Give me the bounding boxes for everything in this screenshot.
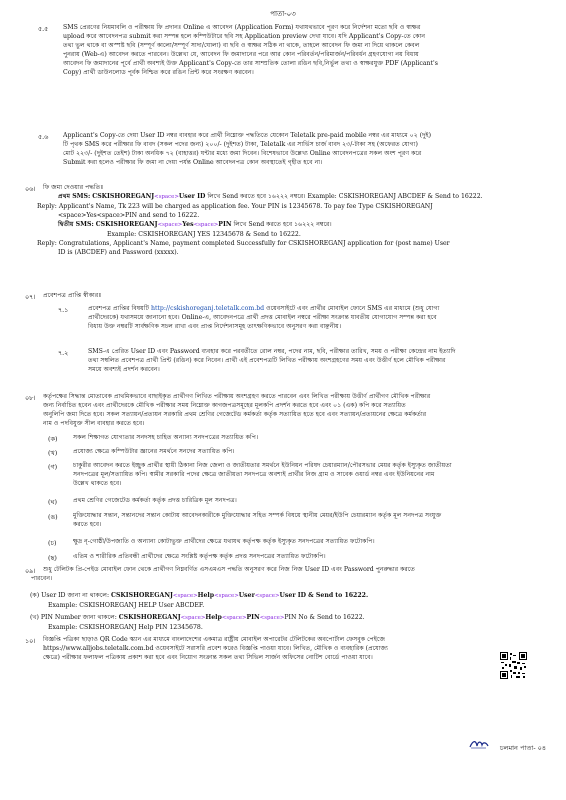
sms-code: CSKISHOREGANJ	[118, 614, 181, 621]
continued-page-label: চলমান পাতা- ০৪	[500, 744, 547, 752]
sms-code: CSKISHOREGANJ	[92, 193, 155, 200]
text-span: ওয়েবসাইটে এবং প্রার্থীর মোবাইল ফোনে SMS এর মাধ্যমে (শুধু যোগ্য	[264, 305, 440, 312]
text-line: বিধায় উক্ত নম্বরটি সার্বক্ষণিক সচল রাখা এবং প্রাপ্ত নির্দেশনাসমূহ তাৎক্ষণিকভাবে অনুসরণ করা বাঞ্ছনীয়।	[88, 323, 342, 330]
item-7-1-number: ৭.১	[58, 306, 69, 314]
text-line: পুনরায় (Web-এ) আবেদন করতে পারবেন। উল্লেখ্য যে, আবেদন ফি জমাদানের পরে আর কোন পরিবর্তন/পরিমার্জন/পরিবর্ধন গ্রহণযোগ্য নয় বিধায়	[63, 51, 419, 58]
space-tag: <space>	[259, 615, 285, 621]
item-mark: (ক)	[30, 592, 40, 599]
text-line: সময়ে অবশ্যই প্রদর্শন করবেন।	[88, 366, 160, 373]
recovery-user-id	[30, 591, 530, 610]
text-line: প্রযোজ্য ক্ষেত্রে কম্পিউটার জ্ঞানের সমর্থনে সনদের সত্যায়িত কপি।	[73, 448, 235, 455]
space-tag: <space>	[221, 615, 247, 621]
yes-token: Yes	[182, 221, 194, 228]
text-line: ক্ষেত্রে) পরীক্ষার ফলাফল পত্রিকায় প্রকাশ করা হবে এবং নিয়োগ সংক্রান্ত সকল তথ্য সিভিল সার্জন অফিসের নোটিশ বোর্ডে পাওয়া যাবে।	[43, 654, 373, 661]
text-line: জন্য নির্বাচিত হবেন এবং প্রার্থীদেরকে মৌখিক পরীক্ষার সময় নিম্নোক্ত কাগজপত্রসমূহের মূলকপি প্রদর্শন করতে হবে এবং ০১ (এক) কপি করে সত্যায়িত	[43, 402, 406, 409]
text-line: আবেদন ফি জমাদানের পূর্বে প্রার্থী অবশ্যই উক্ত Applicant's Copy-তে তার সাম্প্রতিক তোলা রঙিন ছবি,নির্ভুল তথ্য ও স্বাক্ষরযুক্ত PDF (Applicant's	[63, 60, 438, 67]
space-tag: <space>	[154, 194, 179, 200]
qr-code-icon	[500, 652, 527, 679]
section-10-number: ১০।	[25, 637, 36, 645]
space-tag: <space>	[172, 593, 198, 599]
item-kha-text	[73, 447, 528, 456]
sms-code: CSKISHOREGANJ	[111, 592, 173, 599]
text-line: প্রথম শ্রেণির গেজেটেড কর্মকর্তা কর্তৃক প্রদত্ত চারিত্রিক মূল সনদপত্র।	[73, 497, 237, 504]
text-line: চাকুরীর আবেদন করতে ইচ্ছুক প্রার্থীর স্থায়ী ঠিকানা নিজ জেলা ও জাতীয়তার সমর্থনে ইউনিয়ন পরিষদ চেয়ারম্যান/পৌরসভার মেয়র কর্তৃক ইস্যুকৃত জাতীয়তা	[73, 462, 452, 469]
item-7-1-text	[88, 304, 528, 331]
section-10-text	[43, 635, 495, 662]
space-tag: <space>	[180, 615, 206, 621]
text-line: টি পৃথক SMS করে পরীক্ষার ফি বাবদ (সকল পদের জন্য) ২০০/- (দুইশত) টাকা, Teletalk এর সার্ভিস চার্জ বাবদ ২৩/-টাকা সহ (অফেরত যোগ্য)	[63, 141, 418, 148]
text-span: PIN No & Send to 16222.	[284, 614, 365, 621]
text-line: করতে হবে।	[73, 521, 102, 528]
section-5-5-number: ৫.৫	[38, 25, 49, 33]
text-line: অনুলিপি জমা দিতে হবে। সকল সত্যায়ন/প্রত্যয়ন সরকারি প্রথম শ্রেণির গেজেটেড কর্মকর্তা কর্তৃক সত্যায়িত হতে হবে এবং সত্যায়ন/প্রত্যয়নের ক্ষেত্রে কর্মকর্তার	[43, 411, 427, 418]
section-5-6-text	[63, 131, 528, 167]
text-line: upload করে আবেদনপত্র submit করা সম্পন্ন হলে কম্পিউটারে ছবি সহ Application preview দেখা যাবে। যদি Applicant's Copy-তে কোন	[63, 33, 426, 40]
section-07-heading: প্রবেশপত্র প্রাপ্তি স্বীকারঃ	[43, 292, 102, 299]
help-token: Help	[205, 614, 222, 621]
text-line: সনদপত্রের মূল/সত্যায়িত কপি। স্বামীর সরকারি পদের ক্ষেত্রে জাতীয়তা সনদপত্রে অবশ্যই প্রার্থীর নিজ গ্রাম ও সাবেক ওয়ার্ড নম্বর এবং ইউনিয়নের নাম	[73, 471, 435, 478]
section-08-intro	[43, 392, 528, 428]
space-tag: <space>	[254, 593, 280, 599]
second-sms-example: Example: CSKISHOREGANJ YES 12345678 & Send to 16222.	[107, 231, 301, 238]
text-line: পারবেন।	[31, 575, 53, 582]
recovery-user-id-example: Example: CSKISHOREGANJ HELP User ABCDEF.	[48, 602, 205, 609]
reply-text: Applicant's Name, Tk 223 will be charged as application fee. Your PIN is 12345678. To pay fee Type CSKISHOREGANJ	[58, 203, 433, 210]
pin-token: PIN	[246, 614, 260, 621]
item-kha-mark: (খ)	[48, 449, 58, 457]
item-gha-mark: (ঘ)	[48, 498, 57, 506]
sms-code: CSKISHOREGANJ	[95, 221, 158, 228]
item-7-2-text	[88, 347, 528, 374]
text-line: Copy) প্রার্থী ডাউনলোড পূর্বক নিশ্চিত করে রঙিন প্রিন্ট করে সংরক্ষণ করবেন।	[63, 69, 254, 76]
page-number: পাতা-০৩	[270, 10, 296, 18]
text-line: Submit করা হলেও পরীক্ষার ফি জমা না দেয়া পর্যন্ত Online আবেদনপত্র কোন অবস্থাতেই গৃহীত হবে না।	[63, 159, 323, 166]
section-5-5-text	[63, 23, 528, 77]
section-09-intro	[31, 565, 528, 583]
recovery-pin	[30, 613, 530, 632]
section-06-heading: ফি জমা দেওয়ার পদ্ধতিঃ	[43, 184, 104, 191]
space-tag: <space>	[157, 222, 183, 228]
reply-text: Congratulations, Applicant's Name, payment completed Successfully for CSKISHOREGANJ application for (post name) User	[58, 240, 450, 247]
section-5-6-number: ৫.৬	[38, 133, 49, 141]
item-7-2-number: ৭.২	[58, 349, 69, 357]
text-line: শুধু টেলিটক প্রি-পেইড মোবাইল ফোন থেকে প্রার্থীগণ নিম্নবর্ণিত এসএমএস পদ্ধতি অনুসরণ করে নিজ নিজ User ID এবং Password পুনরুদ্ধার করতে	[43, 566, 415, 573]
pin-token: PIN	[218, 221, 232, 228]
item-gha-text	[73, 496, 528, 505]
item-ga-text	[73, 461, 528, 488]
reply-label: Reply:	[37, 240, 57, 247]
text-line: বিজ্ঞপ্তি পত্রিকা ছাড়াও QR Code স্ক্যান এর মাধ্যমে বাংলাদেশের একমাত্র রাষ্ট্রীয় মোবাইল অপারেটর টেলিটকের অবপোর্টাল ফেসবুক পেইজে	[43, 636, 386, 643]
item-ga-mark: (গ)	[48, 463, 58, 471]
text-line: কর্তৃপক্ষের সিদ্ধান্ত মোতাবেক প্রাথমিকভাবে বাছাইকৃত প্রার্থীগণ লিখিত পরীক্ষায় অংশগ্রহণ করতে পারবেন এবং লিখিত পরীক্ষায় উত্তীর্ণ প্রার্থীগণ মৌখিক পরীক্ষার	[43, 393, 431, 400]
first-sms-label: প্রথম SMS:	[58, 193, 91, 200]
item-cha-text	[73, 537, 528, 546]
item-chha-mark: (ছ)	[48, 554, 57, 562]
text-span: PIN Number জানা থাকলে:	[40, 614, 119, 621]
text-span: User ID জানা না থাকলে:	[41, 592, 112, 599]
first-sms-tail: লিখে Send করতে হবে ১৬২২২ নম্বরে। Example: CSKISHOREGANJ ABCDEF & Send to 16222.	[205, 193, 483, 200]
item-ka-text	[73, 433, 528, 442]
item-chha-text	[73, 552, 528, 561]
section-09-number: ০৯।	[25, 567, 36, 575]
section-07-number: ০৭।	[25, 293, 36, 301]
item-ka-mark: (ক)	[48, 435, 58, 443]
reply-label: Reply:	[37, 203, 57, 210]
section-06-text	[37, 183, 527, 257]
reply-1-line-2: <space>Yes<space>PIN and send to 16222.	[58, 212, 200, 219]
help-token: Help	[197, 592, 215, 599]
text-line: মুক্তিযোদ্ধার সন্তান, সন্তানদের সন্তান কোটায় আবেদনকারীকে মুক্তিযোদ্ধার সহিত সম্পর্ক বিষয়ে স্থানীয় মেয়র/ইউপি চেয়ারম্যান কর্তৃক মূল সনদপত্র সংযুক্ত	[73, 512, 442, 519]
item-uma-mark: (ঙ)	[48, 513, 58, 521]
text-line	[88, 304, 528, 313]
text-line: প্রার্থীদেরকে) যথাসময়ে জানানো হবে। Online-এ, আবেদনপত্রে প্রার্থী প্রদত্ত মোবাইল নম্বরে পরীক্ষা সংক্রান্ত যাবতীয় যোগাযোগ সম্পন্ন করা হবে	[88, 314, 437, 321]
text-line: https://www.alljobs.teletalk.com.bd ওয়েবসাইটে সরাসরি প্রবেশ করেও বিজ্ঞপ্তি পাওয়া যাবে। লিখিত, মৌখিক ও ব্যবহারিক (প্রযোজ্য	[43, 645, 388, 652]
first-sms-line	[37, 192, 527, 202]
item-mark: (খ)	[30, 614, 39, 621]
text-line: মোট ২২৩/- (দুইশত তেইশ) টাকা অনধিক ৭২ (বাহাত্তর) ঘন্টার মধ্যে জমা দিবেন। বিশেষভাবে উল্লেখ্য Online আবেদনপত্রের সকল অংশ পূরণ করে	[63, 150, 422, 157]
cskishoreganj-link[interactable]: http://cskishoreganj.teletalk.com.bd	[150, 305, 265, 312]
text-line: SMS প্রেরণের নিয়মাবলি ও পরীক্ষায় ফি প্রদানঃ Online এ আবেদন (Application Form) যথাযথভাবে পূরণ করে নির্দেশনা মতো ছবি ও স্বাক্ষর	[63, 24, 421, 31]
signature-icon	[468, 738, 490, 750]
reply-2-line-2: ID is (ABCDEF) and Password (xxxxx).	[58, 249, 179, 256]
text-line: SMS-এ প্রেরিত User ID এবং Password ব্যবহার করে পরবর্তীতে রোল নম্বর, পদের নাম, ছবি, পরীক্ষার তারিখ, সময় ও পরীক্ষা কেন্দ্রের নাম ইত্যাদি	[88, 348, 456, 355]
item-cha-mark: (চ)	[48, 539, 57, 547]
recovery-pin-line	[30, 613, 530, 623]
text-span: User ID & Send to 16222.	[279, 592, 369, 599]
second-sms-tail: লিখে Send করতে হবে ১৬২২২ নম্বরে।	[231, 221, 332, 228]
user-id-token: User ID	[178, 193, 206, 200]
text-line: এতিম ও শারীরিক প্রতিবন্ধী প্রার্থীদের ক্ষেত্রে সংশ্লিষ্ট কর্তৃপক্ষ কর্তৃক প্রদত্ত সনদপত্রের সত্যায়িত ফটোকপি।	[73, 553, 326, 560]
space-tag: <space>	[193, 222, 219, 228]
text-line: উল্লেখ থাকতে হবে।	[73, 480, 122, 487]
section-06-number: ০৬।	[25, 185, 36, 193]
text-line: সকল শিক্ষাগত যোগ্যতার সনদসহ চাহিত অন্যান্য সনদপত্রের সত্যায়িত কপি।	[73, 434, 259, 441]
text-line: ক্ষুদ্র নৃ-গোষ্ঠী/উপজাতি ও অন্যান্য কোটাভুক্ত প্রার্থীদের ক্ষেত্রে যথাযথ কর্তৃপক্ষ কর্তৃক ইস্যুকৃত সনদপত্রের সত্যায়িত ফটোকপি।	[73, 538, 375, 545]
user-token: User	[238, 592, 255, 599]
text-span: প্রবেশপত্র প্রাপ্তির বিষয়টি	[88, 305, 151, 312]
text-line: নাম ও পদবিযুক্ত সীল ব্যবহার করতে হবে।	[43, 420, 145, 427]
second-sms-label: দ্বিতীয় SMS:	[58, 221, 94, 228]
space-tag: <space>	[214, 593, 239, 599]
section-08-number: ০৮।	[25, 394, 36, 402]
reply-1-line-1	[37, 202, 527, 211]
recovery-pin-example: Example: CSKISHOREGANJ Help PIN 12345678.	[48, 624, 203, 631]
second-sms-line	[37, 220, 527, 230]
item-uma-text	[73, 511, 528, 529]
text-line: তথ্য সম্বলিত প্রবেশপত্র প্রার্থী প্রিন্ট (রঙিন) করে নিবেন। প্রার্থী এই প্রবেশপত্রটি লিখিত পরীক্ষায় অংশগ্রহণের সময় এবং উত্তীর্ণ হলে মৌখিক পরীক্ষার	[88, 357, 446, 364]
reply-2-line-1	[37, 239, 527, 248]
text-line: তথ্য ভুল থাকে বা অস্পষ্ট ছবি (সম্পূর্ণ কালো/সম্পূর্ণ সাদা/ঘোলা) বা ছবি ও স্বাক্ষর সঠিক না থাকে, তাহলে আবেদন ফি জমা না দিয়ে থাকলে কেবল	[63, 42, 420, 49]
text-line: Applicant's Copy-তে দেয়া User ID নম্বর ব্যবহার করে প্রার্থী নিম্নোক্ত পদ্ধতিতে যেকোন Teletalk pre-paid mobile নম্বর এর মাধ্যমে ০২ (দুই)	[63, 132, 432, 139]
recovery-user-id-line	[30, 591, 530, 601]
